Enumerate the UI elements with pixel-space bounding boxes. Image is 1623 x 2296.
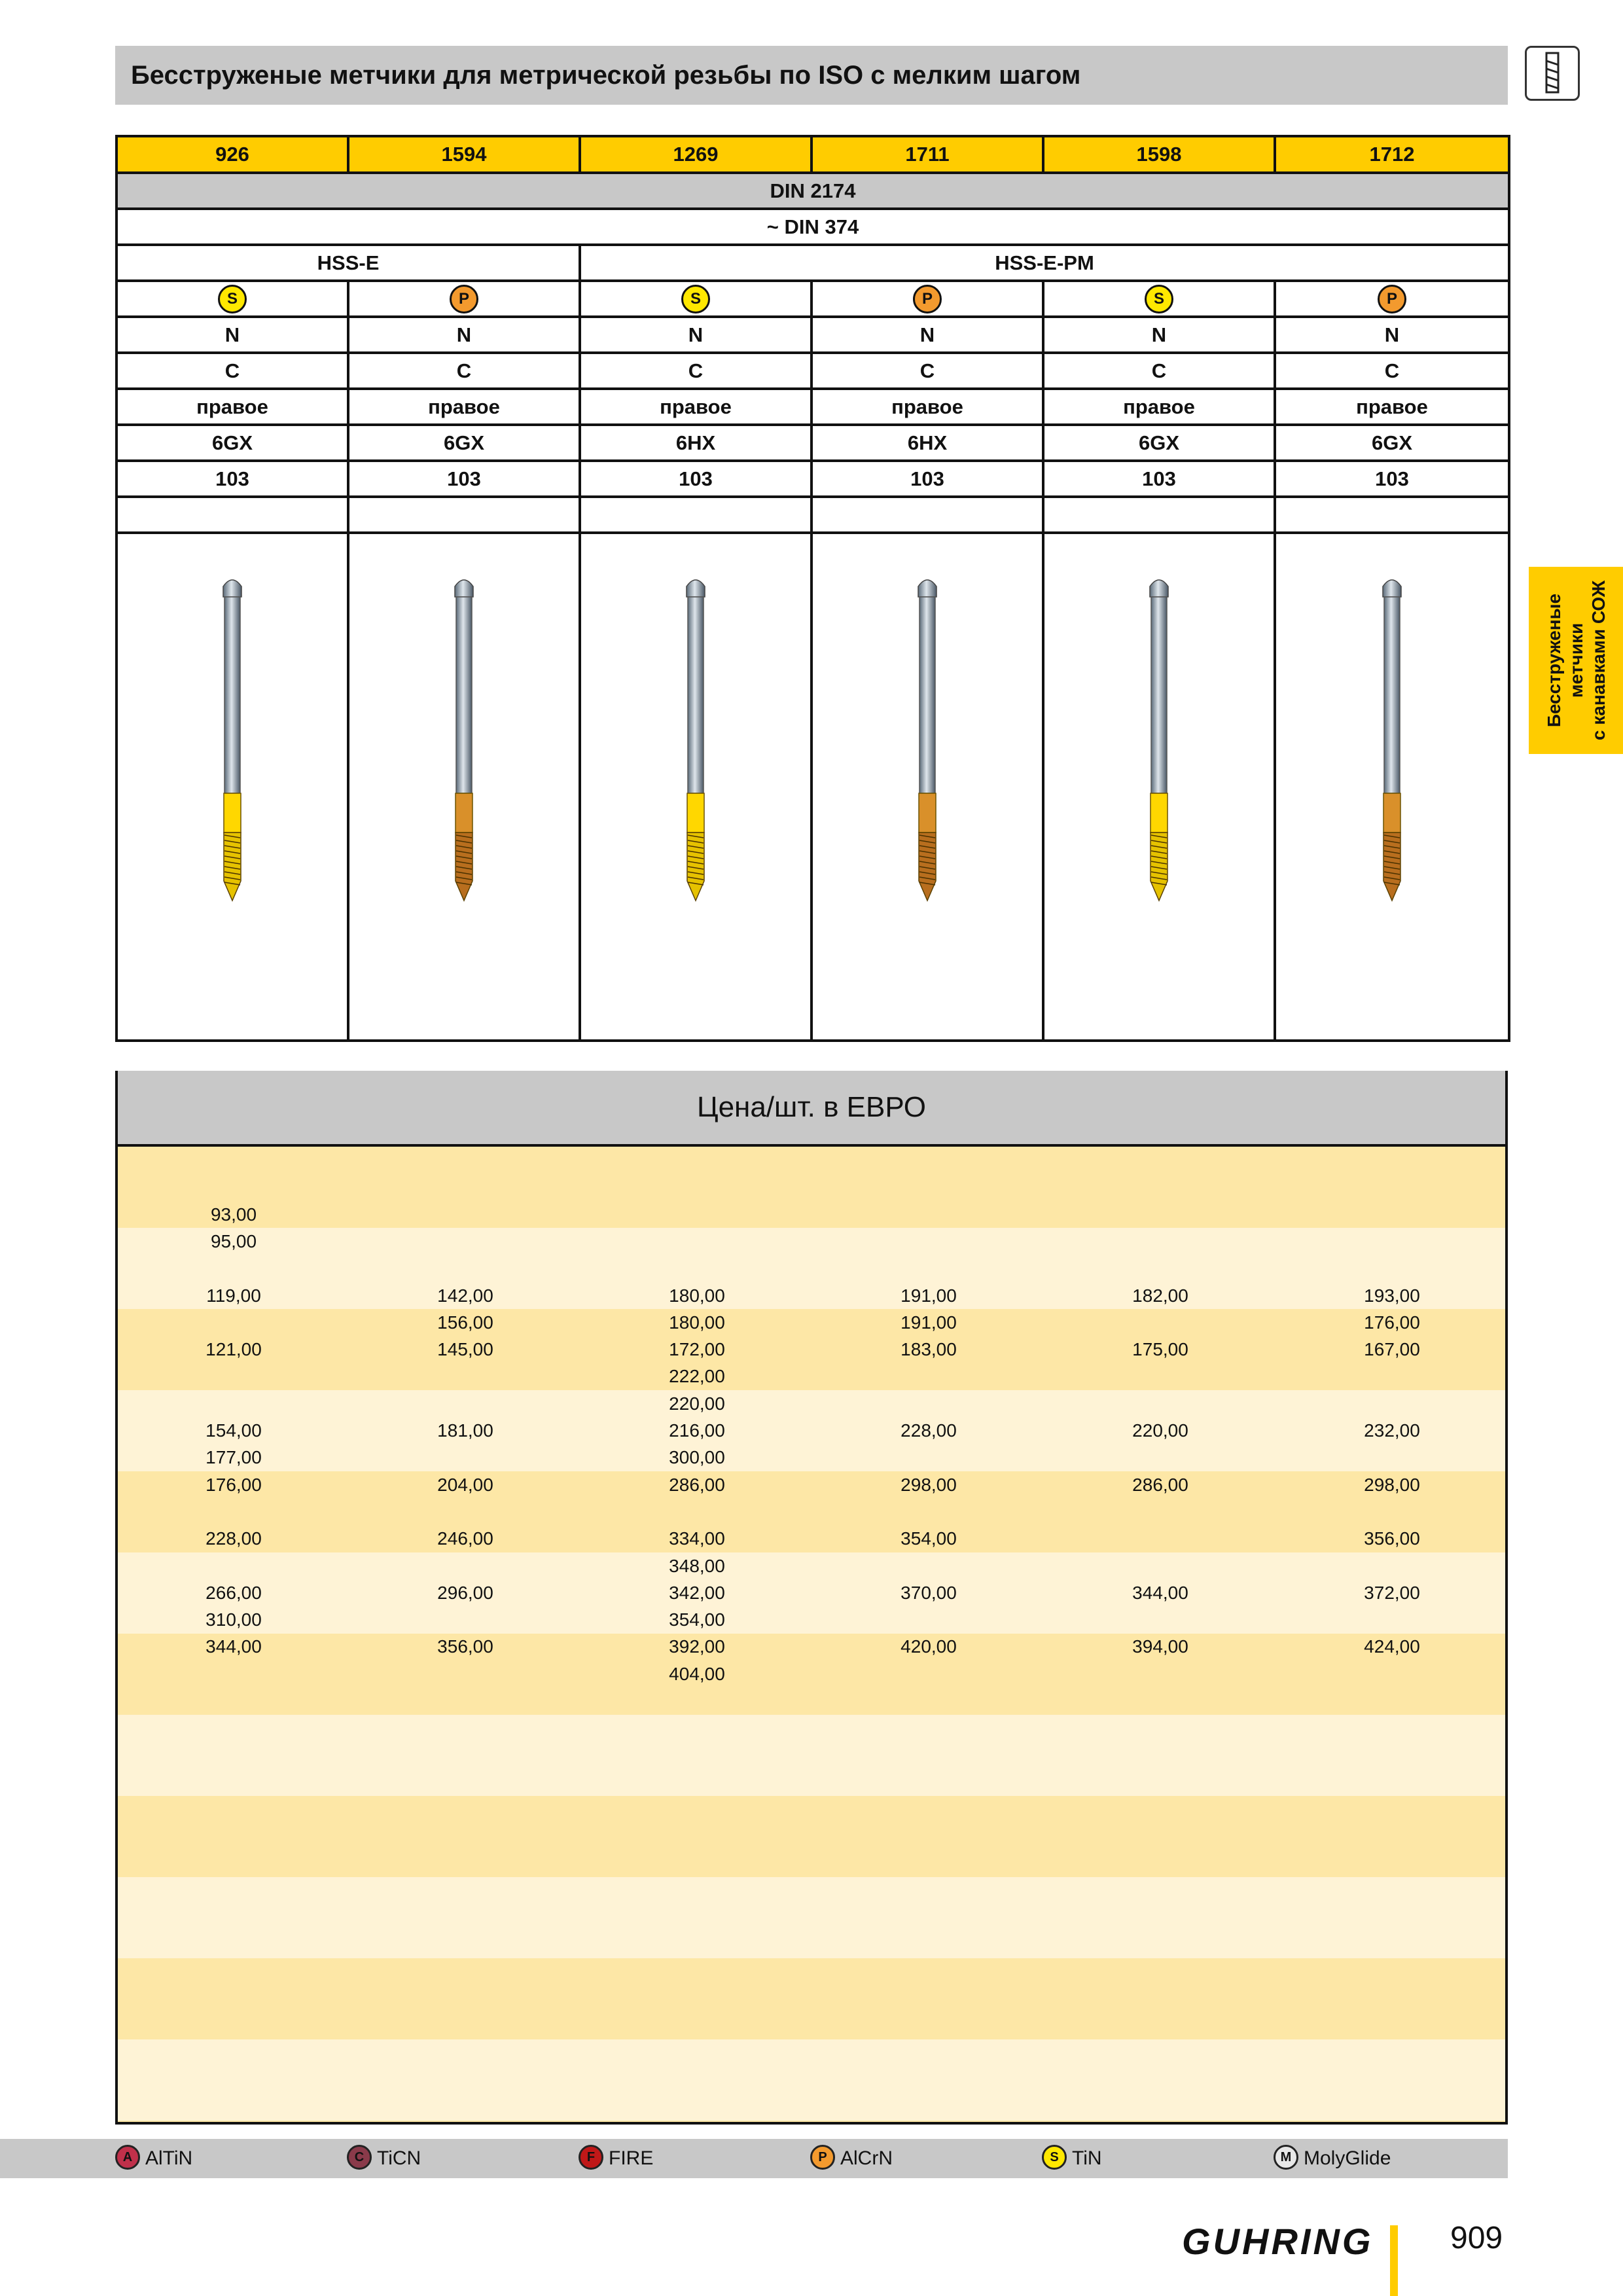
price-value: 176,00 bbox=[1364, 1312, 1420, 1333]
price-band bbox=[118, 1715, 1505, 1796]
tap-image-cell bbox=[580, 533, 812, 1041]
tool-type: 103 bbox=[580, 461, 812, 497]
price-band bbox=[118, 2121, 1505, 2125]
tolerance-class: 6GX bbox=[1043, 425, 1275, 461]
tolerance-class: 6GX bbox=[1275, 425, 1509, 461]
side-category-tab bbox=[1529, 567, 1623, 754]
tap-part bbox=[1384, 597, 1400, 793]
direction-row bbox=[116, 389, 1509, 425]
legend-item bbox=[810, 2139, 893, 2178]
din-similar-row bbox=[116, 209, 1509, 245]
side-tab-label bbox=[1529, 567, 1623, 754]
price-value: 286,00 bbox=[1132, 1474, 1188, 1495]
tap-image-cell bbox=[116, 533, 348, 1041]
tap-part bbox=[1150, 793, 1168, 833]
thread-direction: правое bbox=[812, 389, 1043, 425]
price-value: 193,00 bbox=[1364, 1285, 1420, 1306]
tolerance-class: 6GX bbox=[348, 425, 580, 461]
tap-part bbox=[224, 793, 241, 833]
coating-row bbox=[116, 281, 1509, 317]
legend-label: AlCrN bbox=[840, 2147, 893, 2169]
price-band bbox=[118, 2039, 1505, 2121]
n-value: N bbox=[580, 317, 812, 353]
n-value: N bbox=[1043, 317, 1275, 353]
price-value: 228,00 bbox=[205, 1528, 262, 1549]
tap-tool-image bbox=[213, 573, 252, 940]
side-tab-line: с канавками СОЖ bbox=[1588, 580, 1609, 741]
tap-tool-image bbox=[444, 573, 484, 940]
tap-part bbox=[688, 597, 704, 793]
legend-label: AlTiN bbox=[145, 2147, 193, 2169]
price-value: 334,00 bbox=[669, 1528, 725, 1549]
coating-cell bbox=[1275, 281, 1509, 317]
footer-divider bbox=[1390, 2225, 1398, 2296]
legend-label: TiN bbox=[1072, 2147, 1102, 2169]
legend-label: FIRE bbox=[609, 2147, 654, 2169]
price-value: 356,00 bbox=[437, 1636, 493, 1657]
price-value: 298,00 bbox=[1364, 1474, 1420, 1495]
tap-part bbox=[1383, 580, 1401, 597]
material-hss-e: HSS-E bbox=[116, 245, 580, 281]
c-value: C bbox=[580, 353, 812, 389]
brand-logo: GUHRING bbox=[1182, 2221, 1374, 2262]
tap-part bbox=[687, 580, 705, 597]
tool-type: 103 bbox=[1043, 461, 1275, 497]
empty-cell bbox=[116, 497, 348, 533]
tap-icon-graphic bbox=[1527, 48, 1578, 99]
tap-tool-image bbox=[1372, 573, 1412, 940]
price-value: 286,00 bbox=[669, 1474, 725, 1495]
coating-icon: P bbox=[810, 2145, 835, 2170]
thread-direction: правое bbox=[348, 389, 580, 425]
price-value: 175,00 bbox=[1132, 1339, 1188, 1360]
material-hss-e-pm: HSS-E-PM bbox=[580, 245, 1509, 281]
title-bar bbox=[115, 46, 1508, 105]
coating-cell bbox=[580, 281, 812, 317]
empty-cell bbox=[348, 497, 580, 533]
tap-part bbox=[1151, 597, 1167, 793]
price-value: 204,00 bbox=[437, 1474, 493, 1495]
price-value: 424,00 bbox=[1364, 1636, 1420, 1657]
image-row bbox=[116, 533, 1509, 1041]
page-number: 909 bbox=[1450, 2221, 1503, 2255]
spec-table-grid bbox=[115, 135, 1510, 1042]
price-value: 176,00 bbox=[205, 1474, 262, 1495]
tap-icon bbox=[1525, 46, 1580, 101]
coating-legend bbox=[0, 2139, 1508, 2178]
price-value: 177,00 bbox=[205, 1447, 262, 1468]
price-value: 183,00 bbox=[901, 1339, 957, 1360]
price-value: 354,00 bbox=[669, 1609, 725, 1630]
price-band bbox=[118, 1877, 1505, 1958]
c-row bbox=[116, 353, 1509, 389]
price-band bbox=[118, 1796, 1505, 1877]
article-code: 1269 bbox=[580, 136, 812, 173]
page-title: Бесструженые метчики для метрической резьбы по ISO с мелким шагом bbox=[131, 61, 1081, 90]
tap-part bbox=[919, 793, 936, 833]
tolerance-class: 6GX bbox=[116, 425, 348, 461]
tap-part bbox=[456, 597, 472, 793]
tool-type: 103 bbox=[348, 461, 580, 497]
price-value: 181,00 bbox=[437, 1420, 493, 1441]
thread-direction: правое bbox=[116, 389, 348, 425]
tin-coating-icon: S bbox=[218, 285, 247, 314]
price-value: 370,00 bbox=[901, 1582, 957, 1603]
c-value: C bbox=[348, 353, 580, 389]
tap-image-cell bbox=[1275, 533, 1509, 1041]
coating-cell bbox=[116, 281, 348, 317]
price-value: 121,00 bbox=[205, 1339, 262, 1360]
c-value: C bbox=[1275, 353, 1509, 389]
legend-item bbox=[579, 2139, 653, 2178]
article-code: 1598 bbox=[1043, 136, 1275, 173]
price-band bbox=[118, 1958, 1505, 2039]
legend-item bbox=[115, 2139, 192, 2178]
alcrn-coating-icon: P bbox=[1378, 285, 1406, 314]
legend-item bbox=[1274, 2139, 1391, 2178]
price-value: 142,00 bbox=[437, 1285, 493, 1306]
price-value: 246,00 bbox=[437, 1528, 493, 1549]
coating-icon: F bbox=[579, 2145, 603, 2170]
n-value: N bbox=[348, 317, 580, 353]
price-value: 296,00 bbox=[437, 1582, 493, 1603]
tool-type: 103 bbox=[116, 461, 348, 497]
din-similar: ~ DIN 374 bbox=[116, 209, 1509, 245]
tap-image-cell bbox=[348, 533, 580, 1041]
coating-icon: S bbox=[1042, 2145, 1067, 2170]
price-value: 310,00 bbox=[205, 1609, 262, 1630]
price-value: 232,00 bbox=[1364, 1420, 1420, 1441]
tap-part bbox=[919, 597, 935, 793]
price-value: 222,00 bbox=[669, 1366, 725, 1387]
tolerance-class: 6HX bbox=[812, 425, 1043, 461]
price-value: 154,00 bbox=[205, 1420, 262, 1441]
tap-part bbox=[918, 580, 936, 597]
tap-part bbox=[223, 580, 241, 597]
price-value: 182,00 bbox=[1132, 1285, 1188, 1306]
price-value: 342,00 bbox=[669, 1582, 725, 1603]
empty-cell bbox=[812, 497, 1043, 533]
price-value: 392,00 bbox=[669, 1636, 725, 1657]
price-value: 348,00 bbox=[669, 1555, 725, 1576]
empty-cell bbox=[1043, 497, 1275, 533]
tap-tool-image bbox=[676, 573, 715, 940]
price-value: 344,00 bbox=[205, 1636, 262, 1657]
price-value: 420,00 bbox=[901, 1636, 957, 1657]
coating-cell bbox=[812, 281, 1043, 317]
type-row bbox=[116, 461, 1509, 497]
din-standard: DIN 2174 bbox=[116, 173, 1509, 209]
empty-cell bbox=[580, 497, 812, 533]
article-code: 1712 bbox=[1275, 136, 1509, 173]
tap-part bbox=[224, 597, 240, 793]
alcrn-coating-icon: P bbox=[913, 285, 942, 314]
code-row bbox=[116, 136, 1509, 173]
tap-tool-image bbox=[1139, 573, 1179, 940]
price-value: 228,00 bbox=[901, 1420, 957, 1441]
price-value: 356,00 bbox=[1364, 1528, 1420, 1549]
price-value: 95,00 bbox=[210, 1230, 257, 1251]
price-table bbox=[115, 1147, 1508, 2125]
coating-icon: M bbox=[1274, 2145, 1298, 2170]
price-value: 372,00 bbox=[1364, 1582, 1420, 1603]
price-value: 145,00 bbox=[437, 1339, 493, 1360]
tin-coating-icon: S bbox=[1145, 285, 1173, 314]
coating-cell bbox=[348, 281, 580, 317]
tap-part bbox=[1383, 793, 1400, 833]
legend-item bbox=[347, 2139, 421, 2178]
tolerance-row bbox=[116, 425, 1509, 461]
price-value: 220,00 bbox=[669, 1393, 725, 1414]
tap-tool-image bbox=[908, 573, 947, 940]
price-value: 220,00 bbox=[1132, 1420, 1188, 1441]
legend-label: MolyGlide bbox=[1304, 2147, 1391, 2169]
article-code: 926 bbox=[116, 136, 348, 173]
c-value: C bbox=[1043, 353, 1275, 389]
tap-part bbox=[455, 793, 473, 833]
price-value: 180,00 bbox=[669, 1285, 725, 1306]
empty-cell bbox=[1275, 497, 1509, 533]
tap-part bbox=[455, 580, 473, 597]
tap-part bbox=[1150, 580, 1168, 597]
article-code: 1594 bbox=[348, 136, 580, 173]
thread-direction: правое bbox=[1043, 389, 1275, 425]
din-standard-row bbox=[116, 173, 1509, 209]
n-value: N bbox=[116, 317, 348, 353]
side-tab-line: Бесструженые bbox=[1544, 593, 1564, 728]
price-value: 167,00 bbox=[1364, 1339, 1420, 1360]
price-value: 191,00 bbox=[901, 1285, 957, 1306]
price-value: 298,00 bbox=[901, 1474, 957, 1495]
price-value: 266,00 bbox=[205, 1582, 262, 1603]
side-tab-line: метчики bbox=[1566, 622, 1586, 698]
price-value: 172,00 bbox=[669, 1339, 725, 1360]
tap-image-cell bbox=[812, 533, 1043, 1041]
c-value: C bbox=[812, 353, 1043, 389]
price-value: 344,00 bbox=[1132, 1582, 1188, 1603]
alcrn-coating-icon: P bbox=[450, 285, 478, 314]
n-value: N bbox=[812, 317, 1043, 353]
price-value: 354,00 bbox=[901, 1528, 957, 1549]
price-value: 119,00 bbox=[206, 1285, 261, 1306]
coating-icon: C bbox=[347, 2145, 372, 2170]
price-value: 180,00 bbox=[669, 1312, 725, 1333]
legend-label: TiCN bbox=[377, 2147, 421, 2169]
coating-icon: A bbox=[115, 2145, 140, 2170]
spec-table bbox=[115, 135, 1508, 1042]
price-value: 93,00 bbox=[210, 1204, 257, 1225]
c-value: C bbox=[116, 353, 348, 389]
article-code: 1711 bbox=[812, 136, 1043, 173]
thread-direction: правое bbox=[580, 389, 812, 425]
tool-type: 103 bbox=[812, 461, 1043, 497]
tolerance-class: 6HX bbox=[580, 425, 812, 461]
price-header: Цена/шт. в ЕВРО bbox=[115, 1071, 1508, 1147]
n-value: N bbox=[1275, 317, 1509, 353]
tin-coating-icon: S bbox=[681, 285, 710, 314]
tap-image-cell bbox=[1043, 533, 1275, 1041]
coating-cell bbox=[1043, 281, 1275, 317]
price-value: 216,00 bbox=[669, 1420, 725, 1441]
thread-direction: правое bbox=[1275, 389, 1509, 425]
price-value: 191,00 bbox=[901, 1312, 957, 1333]
price-value: 300,00 bbox=[669, 1447, 725, 1468]
price-value: 156,00 bbox=[437, 1312, 493, 1333]
legend-item bbox=[1042, 2139, 1102, 2178]
tool-type: 103 bbox=[1275, 461, 1509, 497]
price-value: 404,00 bbox=[669, 1663, 725, 1684]
tap-part bbox=[687, 793, 704, 833]
empty-row bbox=[116, 497, 1509, 533]
price-value: 394,00 bbox=[1132, 1636, 1188, 1657]
n-row bbox=[116, 317, 1509, 353]
material-row bbox=[116, 245, 1509, 281]
